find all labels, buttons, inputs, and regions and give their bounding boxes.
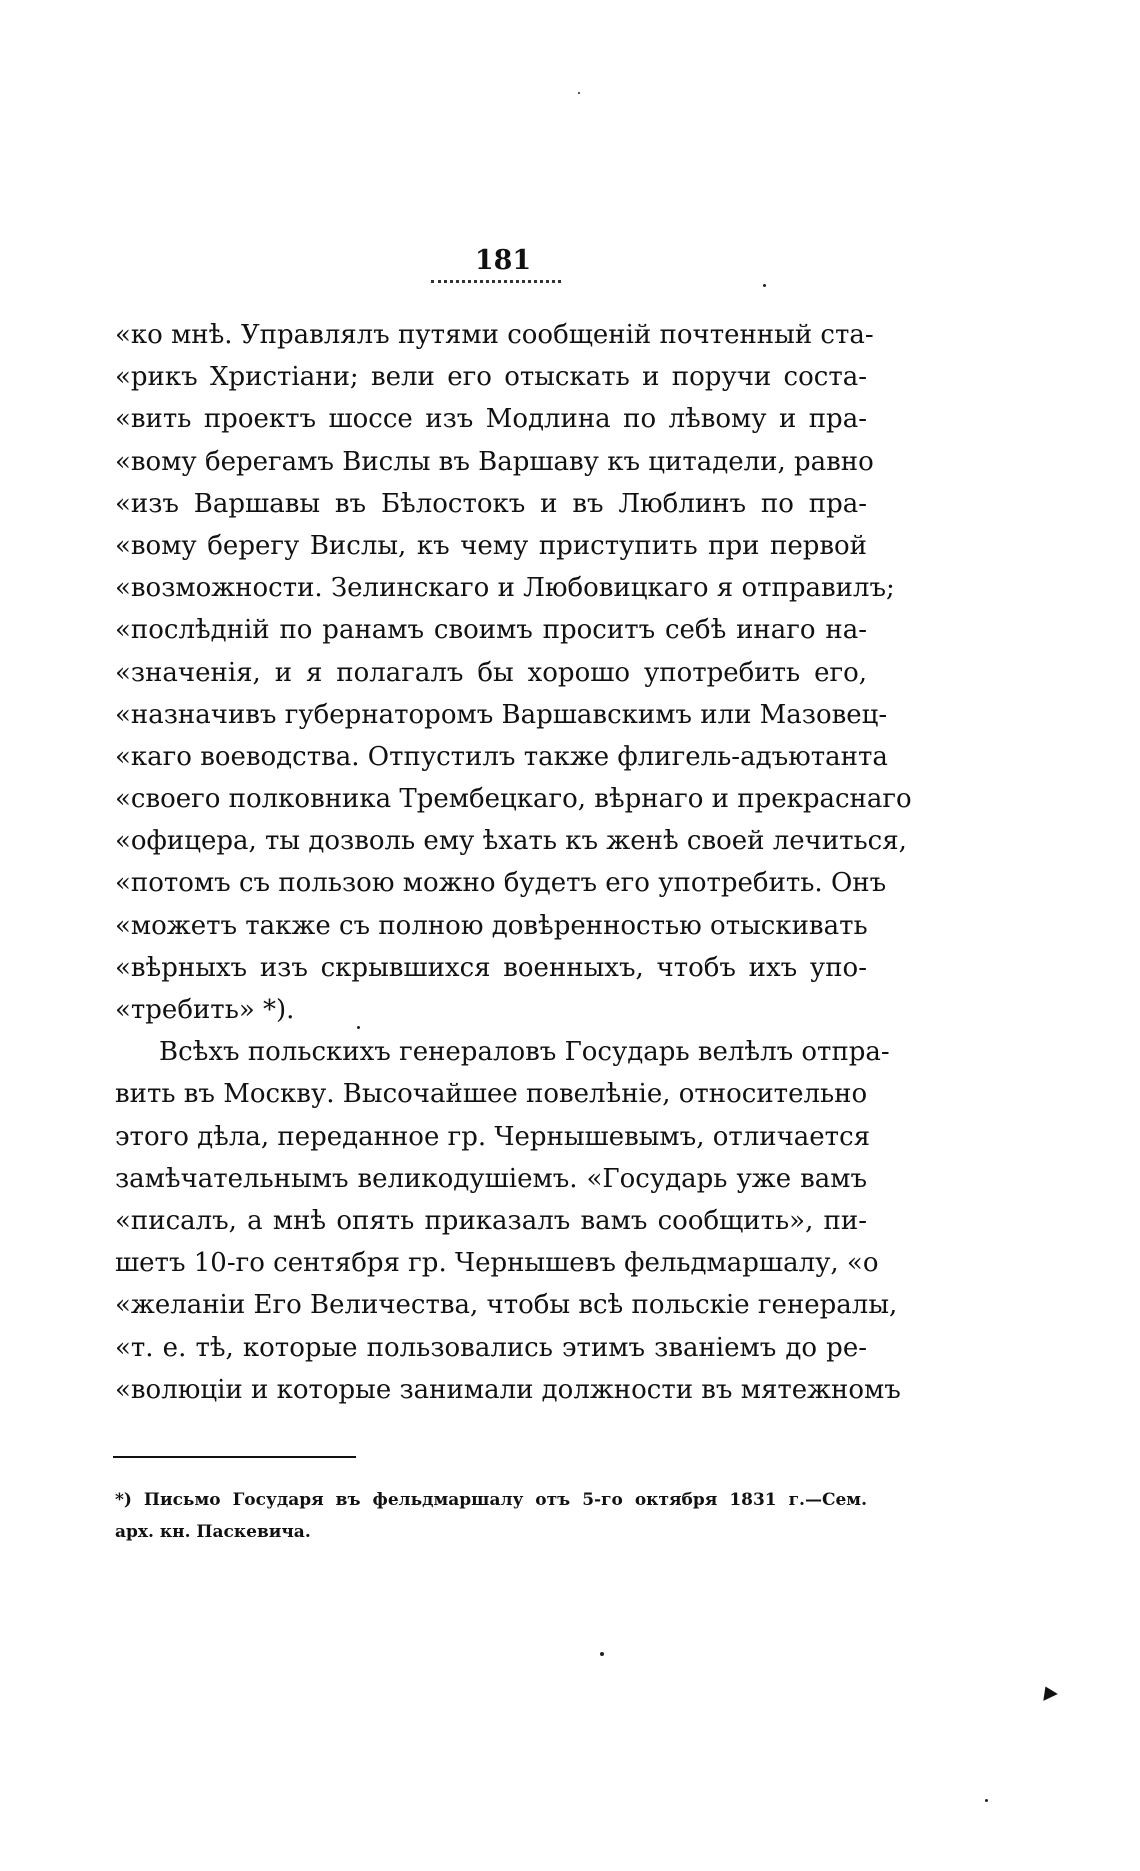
scan-corner-mark [1038, 1683, 1058, 1701]
text-line: вить въ Москву. Высочайшее повелѣнiе, относительно [115, 1079, 868, 1110]
text-line: «своего полковника Трембецкаго, вѣрнаго и прекраснаго [115, 784, 912, 815]
scan-speck [600, 1652, 604, 1656]
text-line: «возможности. Зелинскаго и Любовицкаго я отправилъ; [115, 573, 895, 604]
text-line: «потомъ съ пользою можно будетъ его употребить. Онъ [115, 868, 887, 899]
footnote-rule [113, 1456, 356, 1458]
text-line: «послѣднiй по ранамъ своимъ проситъ себѣ инаго на- [115, 615, 867, 646]
text-line: Всѣхъ польскихъ генераловъ Государь велѣлъ отпра- [159, 1037, 890, 1068]
text-line: «вому берегу Вислы, къ чему приступить при первой [115, 530, 867, 561]
text-line: «изъ Варшавы въ Бѣлостокъ и въ Люблинъ по пра- [115, 488, 867, 519]
scan-speck [985, 1799, 988, 1802]
text-line: «писалъ, а мнѣ опять приказалъ вамъ сообщить», пи- [115, 1205, 867, 1236]
text-line: «рикъ Христiани; вели его отыскать и поручи соста- [115, 362, 867, 393]
text-line: этого дѣла, переданное гр. Чернышевымъ, отличается [115, 1121, 871, 1152]
text-line: «вѣрныхъ изъ скрывшихся военныхъ, чтобъ ихъ упо- [115, 952, 867, 983]
footnote-line: арх. кн. Паскевича. [115, 1522, 311, 1542]
scan-speck [578, 92, 580, 94]
header-ornament [431, 280, 561, 289]
page-number: 181 [474, 245, 532, 276]
text-line: «вить проектъ шоссе изъ Модлина по лѣвому и пра- [115, 404, 867, 435]
text-line: «назначивъ губернаторомъ Варшавскимъ или Мазовец- [115, 699, 888, 730]
text-line: «значенiя, и я полагалъ бы хорошо употребить его, [115, 657, 867, 688]
text-line: замѣчательнымъ великодушiемъ. «Государь уже вамъ [115, 1163, 867, 1194]
footnote-line: *) Письмо Государя въ фельдмаршалу отъ 5-го октября 1831 г.—Сем. [115, 1490, 867, 1510]
text-line: «офицера, ты дозволь ему ѣхать къ женѣ своей лечиться, [115, 826, 907, 857]
footnote [115, 1484, 867, 1548]
text-line: «ко мнѣ. Управлялъ путями сообщенiй почтенный ста- [115, 320, 874, 350]
main-text [115, 314, 912, 1411]
text-line: «т. е. тѣ, которые пользовались этимъ званiемъ до ре- [115, 1332, 867, 1363]
scan-speck [357, 1026, 360, 1029]
text-line: «волюцiи и которые занимали должности въ мятежномъ [115, 1374, 901, 1405]
text-line: «можетъ также съ полною довѣренностью отыскивать [115, 910, 868, 941]
text-line: «каго воеводства. Отпустилъ также флигель-адъютанта [115, 741, 888, 772]
text-line: шетъ 10-го сентября гр. Чернышевъ фельдмаршалу, «о [115, 1248, 879, 1279]
text-line: «вому берегамъ Вислы въ Варшаву къ цитадели, равно [115, 446, 874, 477]
paragraph-2 [115, 1031, 901, 1411]
text-line: «требить» *). [115, 995, 295, 1025]
text-line: «желанiи Его Величества, чтобы всѣ польскiе генералы, [115, 1290, 898, 1321]
paragraph-1 [115, 314, 912, 1031]
scan-speck [763, 284, 766, 287]
